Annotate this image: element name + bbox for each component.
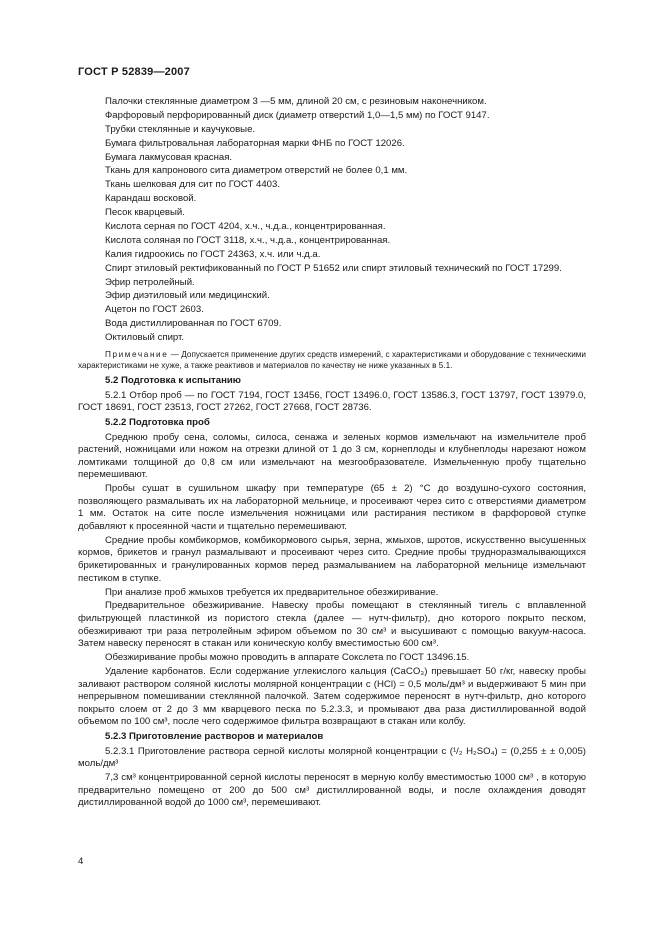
document-header: ГОСТ Р 52839—2007 (78, 66, 190, 78)
document-body (78, 96, 586, 811)
list-item: Кислота соляная по ГОСТ 3118, х.ч., ч.д.а., концентрированная. (105, 234, 391, 246)
list-item: Карандаш восковой. (105, 193, 197, 205)
list-item: Вода дистиллированная по ГОСТ 6709. (105, 318, 282, 330)
list-item: Эфир петролейный. (105, 276, 195, 288)
note-text: — Допускается применение других средств измерений, с характеристиками и оборудование с техническими характеристиками не хуже, а также реактивов и материалов по качеству не ниже указанных в 5.1. (78, 349, 586, 370)
list-item: Калия гидроокись по ГОСТ 24363, х.ч. или ч.д.а. (105, 248, 321, 260)
list-item: Бумага фильтровальная лабораторная марки ФНБ по ГОСТ 12026. (105, 137, 405, 149)
list-item: Ацетон по ГОСТ 2603. (105, 304, 204, 316)
note-paragraph (78, 349, 586, 371)
list-item: Октиловый спирт. (105, 332, 185, 344)
paragraph: Обезжиривание пробы можно проводить в аппарате Сокслета по ГОСТ 13496.15. (105, 652, 470, 664)
paragraph: Пробы сушат в сушильном шкафу при температуре (65 ± 2) °С до воздушно-сухого состояния, позволяющего размалывать их на лабораторной мельнице, и просеивают через сито с отверстиями диаметром 1 мм. Остаток на сите после измельчения ножницами или растирания пестиком в фарфоровой ступке добавляют к просеянной части и тщательно перемешивают. (78, 483, 586, 532)
list-item: Палочки стеклянные диаметром 3 —5 мм, длиной 20 см, с резиновым наконечником. (105, 96, 487, 107)
list-item: Кислота серная по ГОСТ 4204, х.ч., ч.д.а., концентрированная. (105, 221, 386, 233)
list-item: Ткань шелковая для сит по ГОСТ 4403. (105, 179, 281, 191)
list-item: Фарфоровый перфорированный диск (диаметр отверстий 1,0—1,5 мм) по ГОСТ 9147. (105, 109, 490, 121)
list-item: Ткань для капронового сита диаметром отверстий не более 0,1 мм. (105, 165, 408, 177)
list-item: Эфир диэтиловый или медицинский. (105, 290, 270, 302)
section-heading-5-2: 5.2 Подготовка к испытанию (105, 375, 241, 387)
paragraph: При анализе проб жмыхов требуется их предварительное обезжиривание. (105, 586, 439, 598)
note-label: Примечание (105, 349, 169, 359)
section-heading-5-2-2: 5.2.2 Подготовка проб (105, 416, 210, 428)
paragraph: Средние пробы комбикормов, комбикормового сырья, зерна, жмыхов, шротов, искусственно высушенных кормов, брикетов и гранул размалывают и просеивают через сито. Средние пробы трудноразмалывающихся брикетированных и гранулированных кормов перед размалыванием на лабораторной мельнице измельчают пестиком в ступке. (78, 534, 586, 584)
paragraph: Удаление карбонатов. Если содержание углекислого кальция (CaCO₃) превышает 50 г/кг, навеску пробы заливают раствором соляной кислоты молярной концентрации c (HCl) = 0,5 моль/дм³ и выдерживают 5 мин при непрерывном помешивании стеклянной палочкой. Затем содержимое переносят в нутч-фильтр, дно которого покрыто слоем от 2 до 3 мм кварцевого песка по 5.2.3.3, и промывают два раза дистиллированной водой объемом по 100 см³, после чего содержимое фильтра возвращают в стакан или колбу. (78, 665, 586, 728)
section-heading-5-2-3: 5.2.3 Приготовление растворов и материалов (105, 730, 324, 742)
paragraph: Среднюю пробу сена, соломы, силоса, сенажа и зеленых кормов измельчают на измельчителе проб растений, ножницами или ножом на отрезки длиной от 1 до 3 см, корнеплоды и клубнеплоды нарезают ножом ломтиками толщиной до 0,8 см или измельчают на мезгообразователе. Измельченную пробу тщательно перемешивают. (78, 431, 586, 481)
list-item: Трубки стеклянные и каучуковые. (105, 123, 256, 135)
paragraph: 7,3 см³ концентрированной серной кислоты переносят в мерную колбу вместимостью 1000 см³ , в которую предварительно помещено от 200 до 500 см³ дистиллированной воды, и после охлаждения доводят дистиллированной водой до 1000 см³, перемешивают. (78, 772, 586, 809)
paragraph-5-2-3-1: 5.2.3.1 Приготовление раствора серной кислоты молярной концентрации c (¹/₂ H₂SO₄) = (0,255 ± ± 0,005) моль/дм³ (78, 745, 586, 770)
paragraph: Предварительное обезжиривание. Навеску пробы помещают в стеклянный тигель с вплавленной фильтрующей пластинкой из пористого стекла (далее — нутч-фильтр), дно которого покрыто песком, обезжиривают три раза петролейным эфиром объемом по 30 см³ и высушивают с помощью вакуум-насоса. Затем навеску переносят в стакан или коническую колбу вместимостью 600 см³. (78, 600, 586, 650)
list-item: Бумага лакмусовая красная. (105, 151, 233, 163)
page-number: 4 (78, 856, 84, 867)
paragraph-5-2-1: 5.2.1 Отбор проб — по ГОСТ 7194, ГОСТ 13456, ГОСТ 13496.0, ГОСТ 13586.3, ГОСТ 13797, ГОСТ 13979.0, ГОСТ 18691, ГОСТ 23513, ГОСТ 27262, ГОСТ 27668, ГОСТ 28736. (78, 389, 586, 414)
list-item-spirit: Спирт этиловый ректификованный по ГОСТ Р 51652 или спирт этиловый технический по ГОСТ 17299. (105, 262, 562, 274)
list-item: Песок кварцевый. (105, 207, 185, 219)
